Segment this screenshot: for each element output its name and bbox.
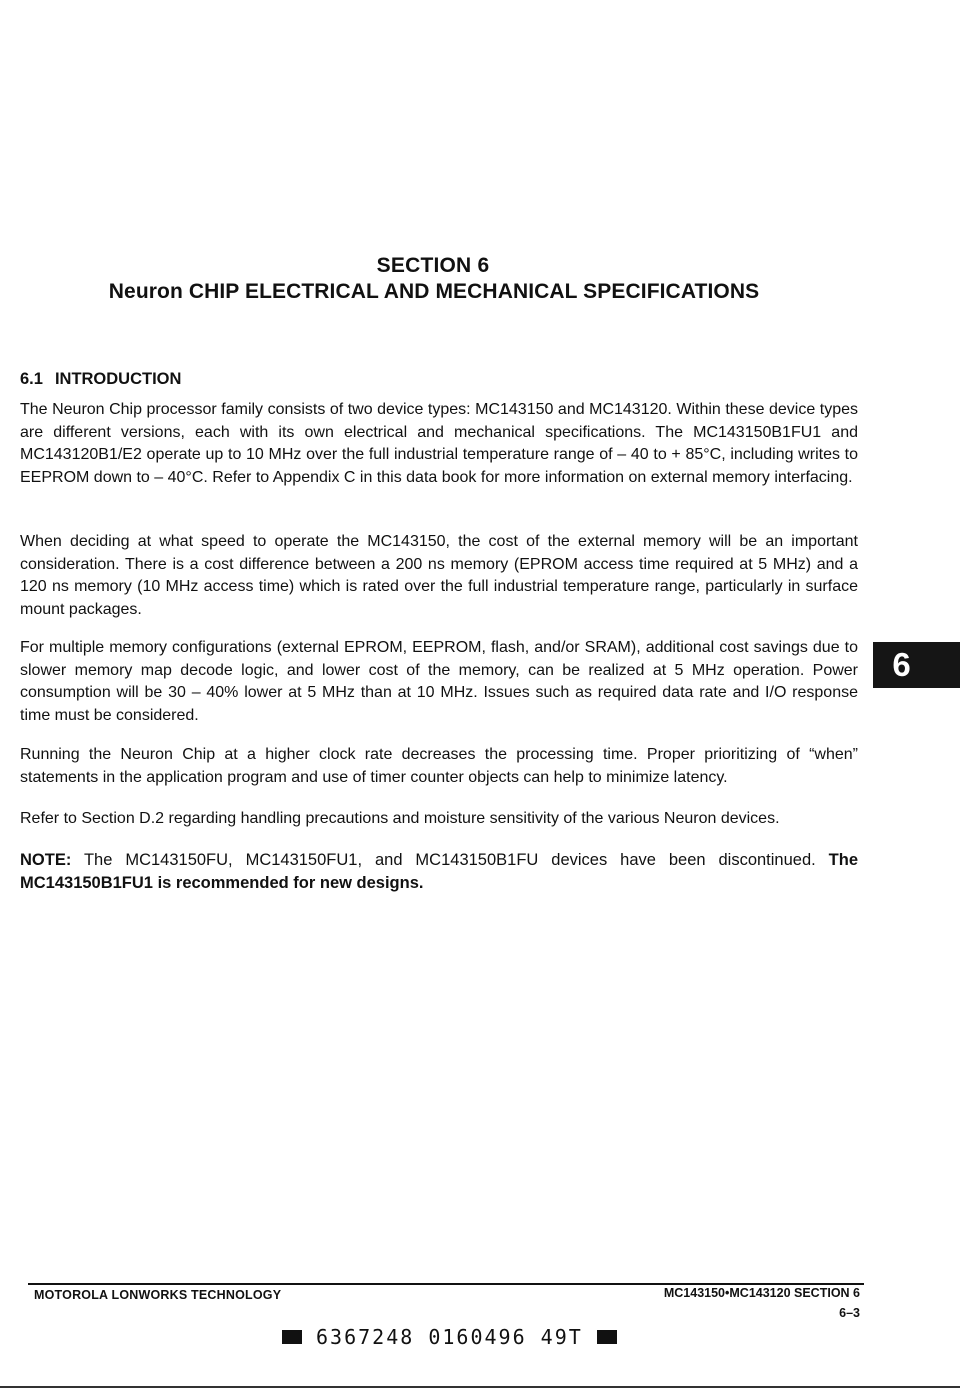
footer-publisher: MOTOROLA LONWORKS TECHNOLOGY xyxy=(34,1288,282,1302)
note-label: NOTE: xyxy=(20,851,72,869)
paragraph-intro: The Neuron Chip processor family consists of two device types: MC143150 and MC143120. Within these device types are different versions, each with its own electrical and mechanical specifications. The MC143150B1FU1 and MC143120B1/E2 operate up to 10 MHz over the full industrial temperature range of – 40 to + 85°C, including writes to EEPROM down to – 40°C. Refer to Appendix C in this data book for more information on external memory interfacing. xyxy=(20,401,858,486)
section-title: Neuron CHIP ELECTRICAL AND MECHANICAL SPECIFICATIONS xyxy=(108,280,760,303)
paragraph-speed: When deciding at what speed to operate the MC143150, the cost of the external memory will be an important consideration. There is a cost difference between a 200 ns memory (EPROM access time required at 5 MHz) and a 120 ns memory (10 MHz access time) which is rated over the full industrial temperature range, particularly in surface mount packages. xyxy=(20,533,858,618)
note-recommendation: The MC143150B1FU1 is recommended for new designs. xyxy=(20,851,858,892)
footer-document-id: MC143150•MC143120 SECTION 6 xyxy=(663,1286,860,1300)
subsection-heading xyxy=(20,370,181,389)
paragraph-handling: Refer to Section D.2 regarding handling precautions and moisture sensitivity of the various Neuron devices. xyxy=(20,810,780,827)
note-paragraph xyxy=(20,849,858,894)
print-code-row xyxy=(282,1325,617,1349)
paragraph-clock-rate: Running the Neuron Chip at a higher clock rate decreases the processing time. Proper prioritizing of “when” statements in the application program and use of timer counter objects can help to minimize latency. xyxy=(20,746,858,786)
section-number: SECTION 6 xyxy=(376,254,490,277)
print-mark-right xyxy=(597,1330,617,1344)
subsection-number: 6.1 xyxy=(20,370,43,388)
section-tab-marker: 6 xyxy=(873,642,960,688)
print-mark-left xyxy=(282,1330,302,1344)
paragraph-memory-configurations: For multiple memory configurations (external EPROM, EEPROM, flash, and/or SRAM), additional cost savings due to slower memory map decode logic, and lower cost of the memory, can be realized at 5 MHz operation. Power consumption will be 30 – 40% lower at 5 MHz than at 10 MHz. Issues such as required data rate and I/O response time must be considered. xyxy=(20,639,858,724)
scan-edge-line xyxy=(0,1386,960,1388)
note-text: The MC143150FU, MC143150FU1, and MC143150B1FU devices have been discontinued. xyxy=(71,851,829,869)
print-code: 6367248 0160496 49T xyxy=(316,1325,583,1349)
page-number: 6–3 xyxy=(839,1306,860,1320)
footer-rule xyxy=(28,1283,864,1285)
subsection-title: INTRODUCTION xyxy=(54,370,182,388)
